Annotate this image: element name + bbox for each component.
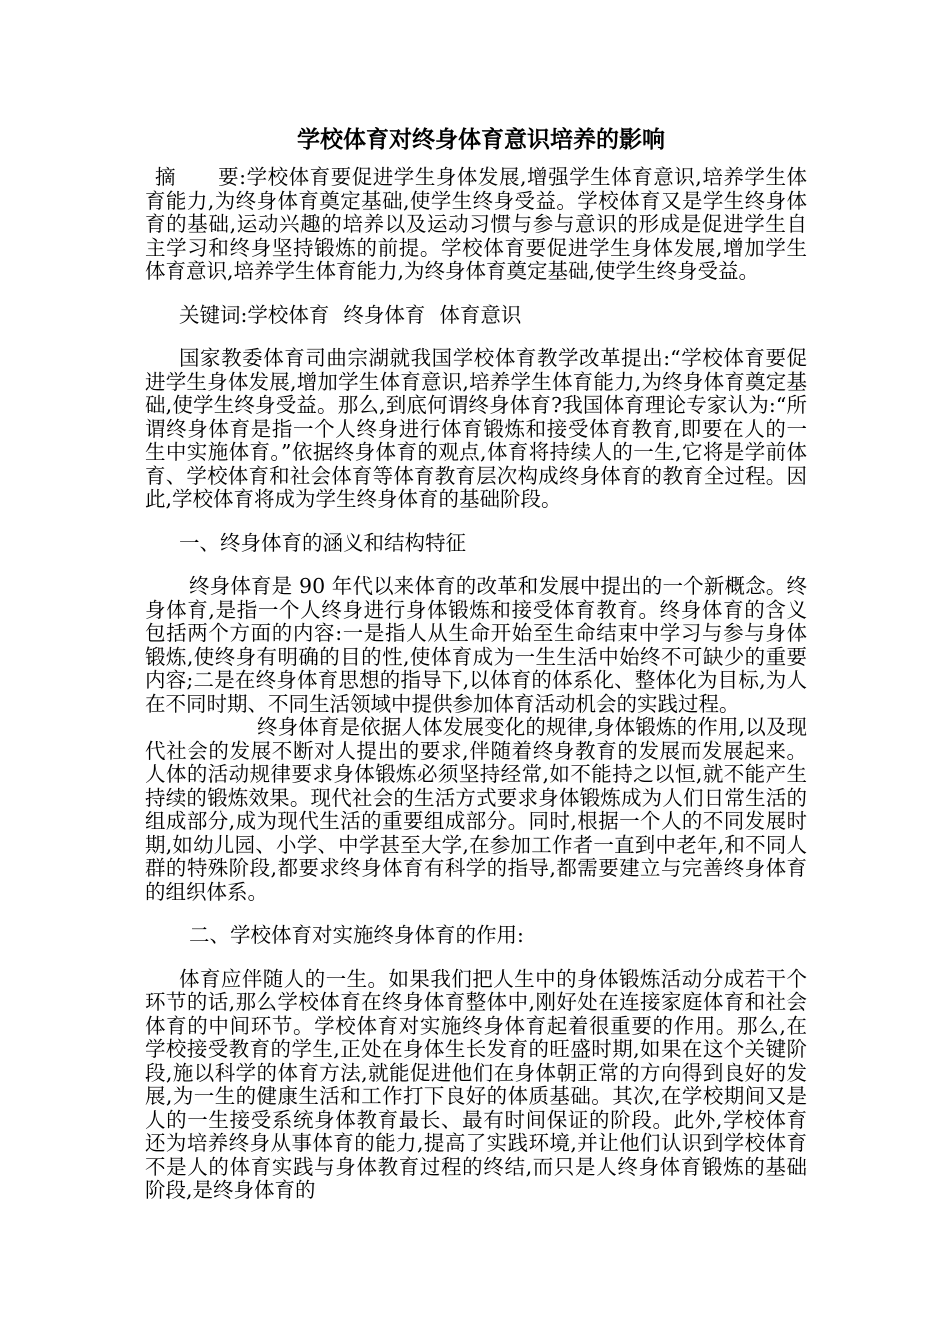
document-body [145, 124, 807, 1203]
document-title: 学校体育对终身体育意识培养的影响 [297, 127, 665, 153]
section1-paragraph-1: 终身体育是 90 年代以来体育的改革和发展中提出的一个新概念。终身体育,是指一个人终身进行身体锻炼和接受体育教育。终身体育的含义包括两个方面的内容:一是指人从生命开始至生命结束中学习与参与身体锻炼,使终身有明确的目的性,使体育成为一生生活中始终不可缺少的重要内容;二是在终身体育思想的指导下,以体育的体系化、整体化为目标,为人在不同时期、不同生活领域中提供参加体育活动机会的实践过程。 [145, 574, 807, 716]
keyword-item: 体育意识 [439, 302, 522, 327]
section1-heading: 一、终身体育的涵义和结构特征 [179, 530, 466, 555]
keywords-line [145, 304, 807, 328]
section1-paragraph-2: 终身体育是依据人体发展变化的规律,身体锻炼的作用,以及现代社会的发展不断对人提出的要求,伴随着终身教育的发展而发展起来。人体的活动规律要求身体锻炼必须坚持经常,如不能持之以恒,就不能产生持续的锻炼效果。现代社会的生活方式要求身体锻炼成为人们日常生活的组成部分,成为现代生活的重要组成部分。同时,根据一个人的不同发展时期,如幼儿园、小学、中学甚至大学,在参加工作者一直到中老年,和不同人群的特殊阶段,都要求终身体育有科学的指导,都需要建立与完善终身体育的组织体系。 [145, 715, 807, 904]
keyword-item: 学校体育 [247, 302, 330, 327]
keyword-item: 终身体育 [343, 302, 426, 327]
intro-paragraph: 国家教委体育司曲宗湖就我国学校体育教学改革提出:“学校体育要促进学生身体发展,增加学生体育意识,培养学生体育能力,为终身体育奠定基础,使学生终身受益。那么,到底何谓终身体育?我国体育理论专家认为:“所谓终身体育是指一个人终身进行体育锻炼和接受体育教育,即要在人的一生中实施体育。”依据终身体育的观点,体育将持续人的一生,它将是学前体育、学校体育和社会体育等体育教育层次构成终身体育的教育全过程。因此,学校体育将成为学生终身体育的基础阶段。 [145, 346, 807, 511]
abstract-paragraph: 摘 要:学校体育要促进学生身体发展,增强学生体育意识,培养学生体育能力,为终身体育奠定基础,使学生终身受益。学校体育又是学生终身体育的基础,运动兴趣的培养以及运动习惯与参与意识的形成是促进学生自主学习和终身坚持锻炼的前提。学校体育要促进学生身体发展,增加学生体育意识,培养学生体育能力,为终身体育奠定基础,使学生终身受益。 [145, 165, 807, 283]
section2-paragraph-1: 体育应伴随人的一生。如果我们把人生中的身体锻炼活动分成若干个环节的话,那么学校体育在终身体育整体中,刚好处在连接家庭体育和社会体育的中间环节。学校体育对实施终身体育起着很重要的作用。那么,在学校接受教育的学生,正处在身体生长发育的旺盛时期,如果在这个关键阶段,施以科学的体育方法,就能促进他们在身体朝正常的方向得到良好的发展,为一生的健康生活和工作打下良好的体质基础。其次,在学校期间又是人的一生接受系统身体教育最长、最有时间保证的阶段。此外,学校体育还为培养终身从事体育的能力,提高了实践环境,并让他们认识到学校体育不是人的体育实践与身体教育过程的终结,而只是人终身体育锻炼的基础阶段,是终身体育的 [145, 966, 807, 1202]
section2-heading: 二、学校体育对实施终身体育的作用: [189, 923, 524, 947]
keywords-label: 关键词: [179, 302, 248, 327]
